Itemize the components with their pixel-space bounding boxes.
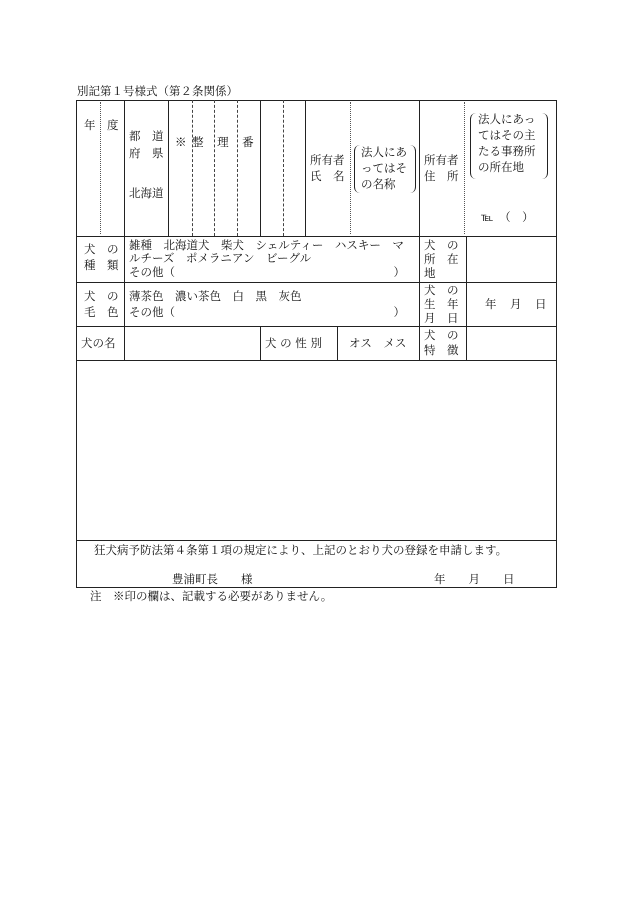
features-entry-area[interactable] xyxy=(77,361,556,540)
breed-options-line1: 雑種 北海道犬 柴犬 シェルティー ハスキー マ xyxy=(129,238,404,252)
prefecture-label-line2: 府 県 xyxy=(129,146,164,160)
location-label-line1: 犬 の xyxy=(424,238,459,252)
rule xyxy=(168,100,169,236)
breed-label-line1: 犬 の xyxy=(84,242,119,256)
application-statement: 狂犬病予防法第４条第１項の規定により、上記のとおり犬の登録を申請します。 xyxy=(94,543,508,557)
location-label-line2: 所 在 xyxy=(424,252,459,266)
year-label: 年 度 xyxy=(84,118,119,132)
color-other: その他（ ） xyxy=(129,305,405,319)
corp-address-note-line1: 法人にあっ xyxy=(478,112,536,126)
features-label-line1: 犬 の xyxy=(424,328,459,342)
rule xyxy=(76,540,557,541)
dashed-divider xyxy=(237,100,238,236)
color-label-line2: 毛 色 xyxy=(84,305,119,319)
dog-sex-options: オス メス xyxy=(349,336,407,350)
form-title: 別記第１号様式（第２条関係） xyxy=(77,84,238,98)
birth-label-line2: 生 年 xyxy=(424,297,459,311)
rule xyxy=(124,100,125,360)
rule xyxy=(419,100,420,360)
birth-date-format: 年 月 日 xyxy=(485,297,548,311)
color-options: 薄茶色 濃い茶色 白 黒 灰色 xyxy=(129,289,302,303)
footnote: 注 ※印の欄は、記載する必要がありません。 xyxy=(90,589,333,603)
rule xyxy=(260,326,261,360)
dog-sex-label: 犬 の 性 別 xyxy=(265,336,322,350)
dog-name-label: 犬の名 xyxy=(81,336,116,350)
owner-name-label-line1: 所有者 xyxy=(310,153,345,167)
rule xyxy=(76,236,557,237)
rule xyxy=(76,326,557,327)
owner-address-label-line1: 所有者 xyxy=(424,153,459,167)
breed-other: その他（ ） xyxy=(129,265,405,279)
rule xyxy=(76,282,557,283)
dashed-divider xyxy=(192,100,193,236)
dashed-divider xyxy=(283,100,284,236)
dotted-divider xyxy=(350,102,351,234)
dotted-divider xyxy=(464,102,465,234)
telephone-label: ℡ （ ） xyxy=(481,210,534,224)
owner-address-label-line2: 住 所 xyxy=(424,169,459,183)
owner-name-label-line2: 氏 名 xyxy=(310,169,345,183)
features-label-line2: 特 徴 xyxy=(424,343,459,357)
location-label-line3: 地 xyxy=(424,266,436,280)
birth-label-line3: 月 日 xyxy=(424,311,459,325)
rule xyxy=(466,236,467,360)
registration-number-label: ※ 整 理 番 xyxy=(175,135,255,149)
rule xyxy=(76,587,557,588)
dashed-divider xyxy=(214,100,215,236)
rule xyxy=(260,100,261,236)
prefecture-label-line1: 都 道 xyxy=(129,129,164,143)
application-date: 年 月 日 xyxy=(434,572,515,586)
breed-options-line2: ルチーズ ポメラニアン ビーグル xyxy=(129,251,312,265)
rule xyxy=(556,100,557,587)
rule xyxy=(337,326,338,360)
breed-label-line2: 種 類 xyxy=(84,258,119,272)
corp-address-note-line3: たる事務所 xyxy=(478,144,536,158)
corp-name-note-line2: ってはそ xyxy=(361,161,407,175)
color-label-line1: 犬 の xyxy=(84,289,119,303)
corp-address-note-line2: てはその主 xyxy=(478,128,536,142)
corp-name-note-line3: の名称 xyxy=(361,177,396,191)
rule xyxy=(305,100,306,236)
corp-address-note-line4: の所在地 xyxy=(478,160,524,174)
corp-name-note-line1: 法人にあ xyxy=(361,145,407,159)
addressee: 豊浦町長 様 xyxy=(172,572,253,586)
birth-label-line1: 犬 の xyxy=(424,283,459,297)
prefecture-value: 北海道 xyxy=(129,186,164,200)
rule xyxy=(76,100,557,101)
